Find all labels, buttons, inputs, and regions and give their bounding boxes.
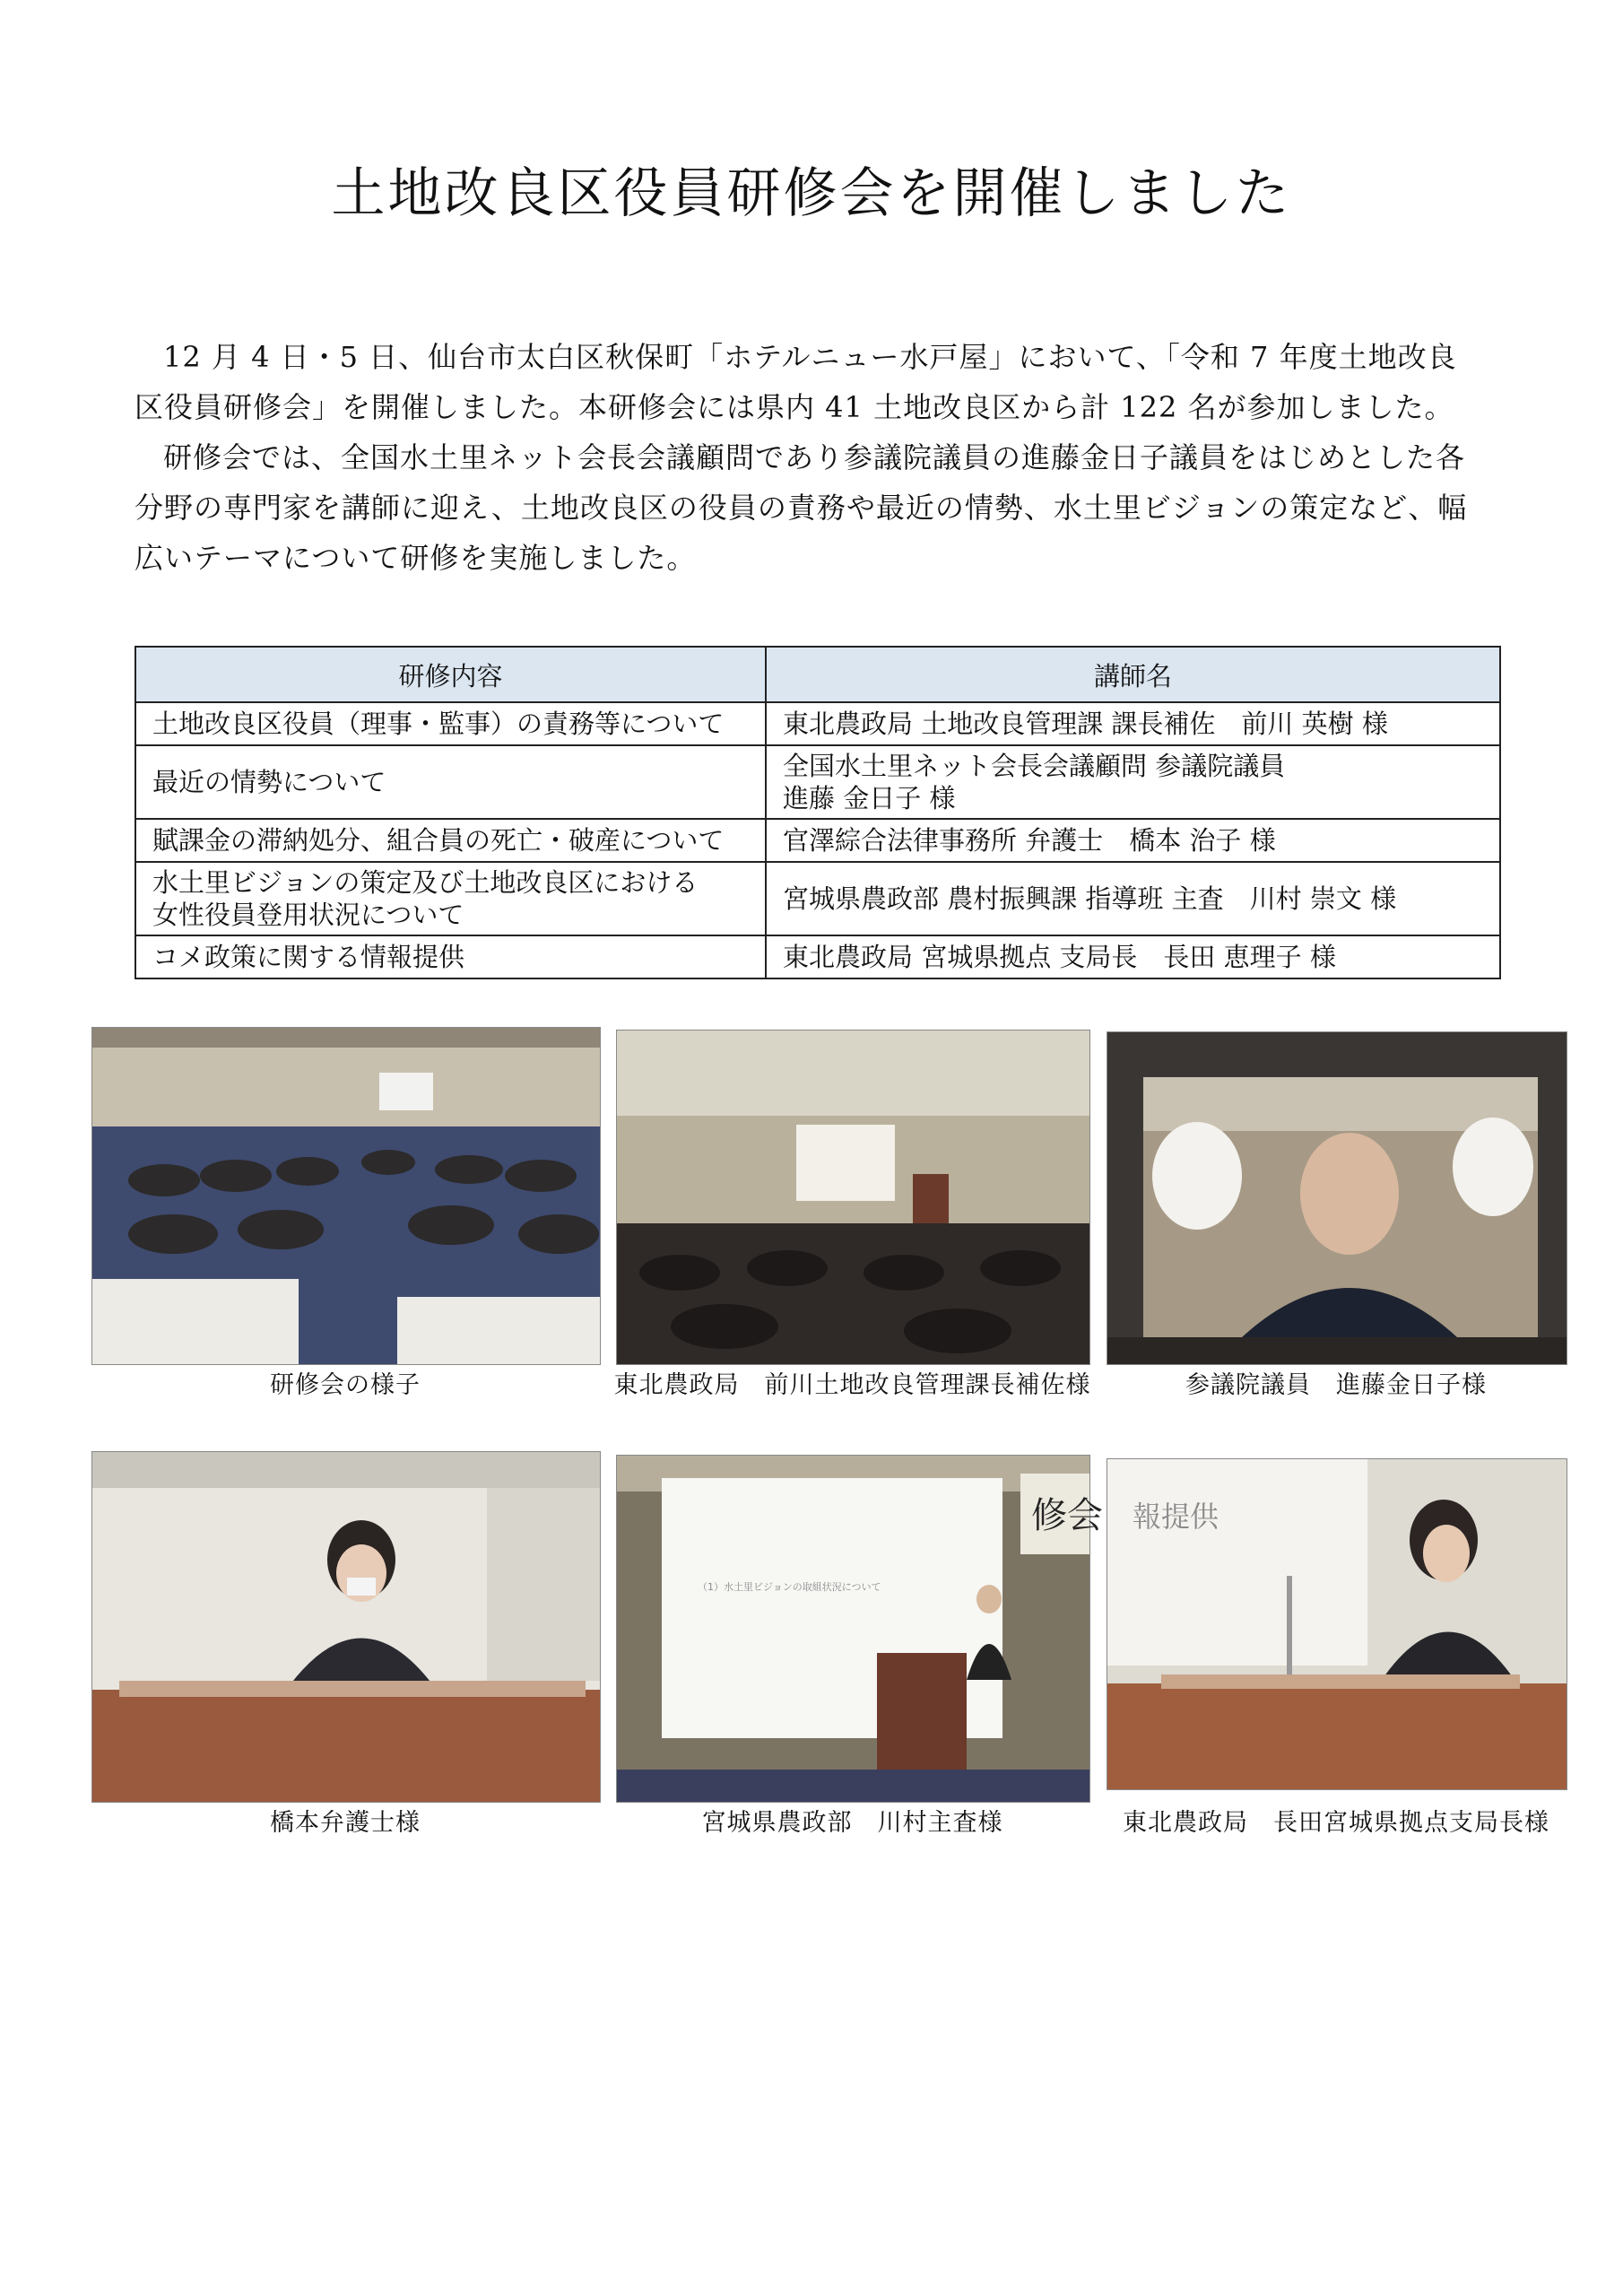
cell-lecturer: 東北農政局 宮城県拠点 支局長 長田 恵理子 様 (766, 935, 1500, 978)
cell-lecturer: 東北農政局 土地改良管理課 課長補佐 前川 英樹 様 (766, 702, 1500, 745)
screen-text-5: （1）水土里ビジョンの取組状況について (698, 1581, 881, 1593)
lecturer-line-1: 全国水土里ネット会長会議顧問 参議院議員 (783, 751, 1286, 781)
banner-text-5: 修会 (1031, 1495, 1103, 1536)
cell-content: コメ政策に関する情報提供 (135, 935, 766, 978)
photo-shindo-video (1107, 1031, 1567, 1365)
paragraph-1: 12 月 4 日・5 日、仙台市太白区秋保町「ホテルニュー水戸屋」において、「令和 7 年度土地改良区役員研修会」を開催しました。本研修会には県内 41 土地改良区から計 122 名が参加しました。 (135, 340, 1457, 424)
cell-lecturer: 宮城県農政部 農村振興課 指導班 主査 川村 崇文 様 (766, 862, 1500, 935)
caption-photo-3: 参議院議員 進藤金日子様 (1185, 1371, 1487, 1399)
cell-content: 土地改良区役員（理事・監事）の責務等について (135, 702, 766, 745)
table-row (135, 819, 1500, 862)
table-row (135, 935, 1500, 978)
paragraph-2: 研修会では、全国水土里ネット会長会議顧問であり参議院議員の進藤金日子議員をはじめとした各分野の専門家を講師に迎え、土地改良区の役員の責務や最近の情勢、水土里ビジョンの策定など、幅広いテーマについて研修を実施しました。 (135, 440, 1468, 575)
photo-hashimoto-lecture (91, 1451, 601, 1803)
photo-maekawa-lecture (616, 1030, 1090, 1365)
cell-lecturer (766, 745, 1500, 819)
caption-photo-1: 研修会の様子 (270, 1371, 421, 1399)
cell-content (135, 862, 766, 935)
schedule-table (135, 646, 1501, 979)
table-row (135, 702, 1500, 745)
photo-kawamura-lecture (616, 1455, 1103, 1803)
cell-content: 最近の情勢について (135, 745, 766, 819)
intro-text (135, 332, 1480, 583)
page-title: 土地改良区役員研修会を開催しました (331, 162, 1292, 225)
caption-photo-6: 東北農政局 長田宮城県拠点支局長様 (1123, 1809, 1549, 1837)
lecturer-line-2: 進藤 金日子 様 (783, 783, 956, 813)
table-row (135, 862, 1500, 935)
photo-seminar-hall (91, 1027, 601, 1365)
cell-lecturer: 官澤綜合法律事務所 弁護士 橋本 治子 様 (766, 819, 1500, 862)
header-lecturer: 講師名 (766, 647, 1500, 702)
content-line-2: 女性役員登用状況について (152, 900, 464, 930)
content-line-1: 水土里ビジョンの策定及び土地改良区における (152, 867, 699, 898)
table-row (135, 745, 1500, 819)
cell-content: 賦課金の滞納処分、組合員の死亡・破産について (135, 819, 766, 862)
banner-text-6: 報提供 (1133, 1500, 1219, 1534)
photo-osada-lecture (1107, 1458, 1567, 1790)
caption-photo-4: 橋本弁護士様 (270, 1809, 421, 1837)
caption-photo-5: 宮城県農政部 川村主査様 (701, 1809, 1003, 1837)
caption-photo-2: 東北農政局 前川土地改良管理課長補佐様 (613, 1371, 1091, 1399)
table-header-row (135, 647, 1500, 702)
header-content: 研修内容 (135, 647, 766, 702)
